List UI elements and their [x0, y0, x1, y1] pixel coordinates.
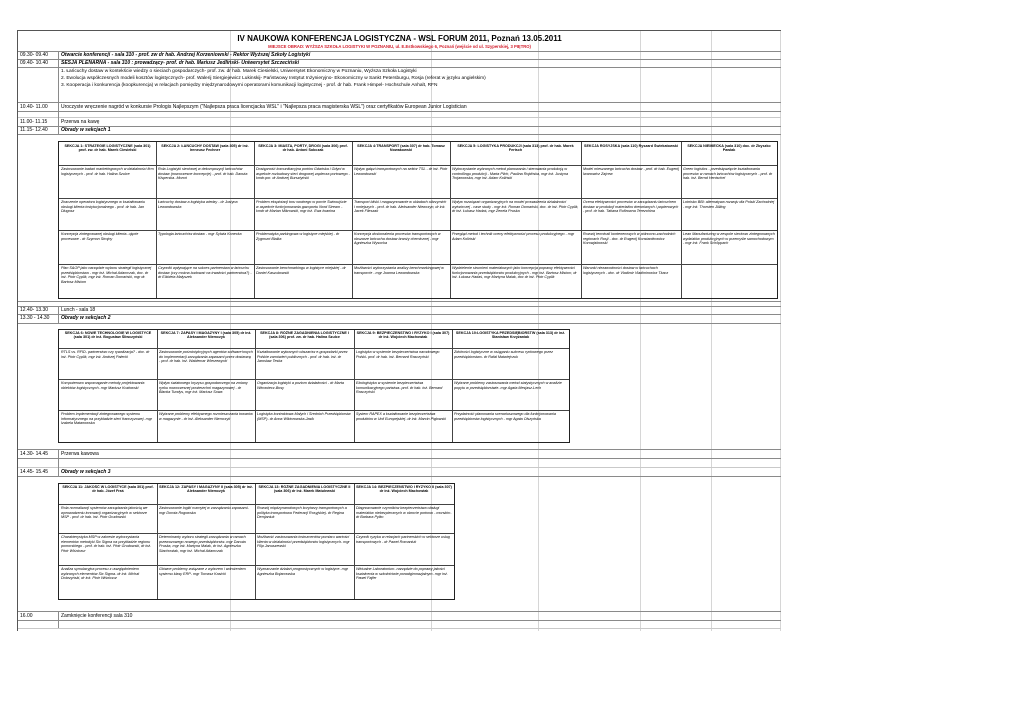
talk-entry: Lean Manufacturing w zespole sieciowo zintegrowanych wydziałów produkcyjnych w przemyśle samochodowym - mgr inż. Frank Schöppach [683, 232, 775, 246]
talk-entry: Problematyka parkingowa w logistyce miejskiej - dr Zygmunt Bialka [256, 232, 340, 241]
table-row-divider [59, 165, 777, 166]
talk-entry: Koncepcja doskonalenia procesów transportowych w obszarze łańcucha dostaw branży chemicznej - mgr Agnieszka Wysocka [354, 232, 441, 246]
time-column-separator [58, 611, 59, 628]
agenda-lunch: Lunch - sala 18 [61, 307, 96, 313]
page-title: IV NAUKOWA KONFERENCJA LOGISTYCZNA - WSL FORUM 2011, Poznań 13.05.2011 [237, 34, 562, 43]
talk-entry: Rola Logistyki sieciowej w dekompozycji łańcuchów dostaw (nowoczesne koncepcje) - prof. dr hab. Danuta Kisperska- Moroń [158, 167, 248, 181]
table-col-divider [255, 484, 256, 599]
talk-entry: Wybrane problemy efektywnego rozmieszczania towarów w magazynie - dr inż. Aleksander Niemczyk [159, 412, 253, 421]
section-header: SEKCJA 12: ZAPASY I MAGAZYNY II (sala 305) dr inż. Aleksander Niemczyk [159, 485, 253, 494]
talk-entry: Czynniki wpływające na sukces partnerstwa w łańcuchu dostaw (czy można budować na trwałości partnerstwa?) - dr Elżbieta Małyszek [158, 266, 252, 280]
talk-entry: Logistyka kontraktowa Małych i Średnich Przedsiębiorstw (MSP)- dr Anna Wiktorowska-Jasik [257, 412, 351, 421]
row-divider [18, 628, 781, 629]
talk-entry: Możliwości wykorzystania analizy benchmarkingowej w transporcie - mgr Joanna Lewandowska [354, 266, 444, 275]
section-header: SEKCJA 14: BEZPIECZEŃSTWO I RYZYKO II (sala 307) dr inż. Wojciech Machowiak [356, 485, 452, 494]
session1-table [58, 141, 778, 299]
time-column-separator [58, 306, 59, 323]
talk-entry: Wykorzystanie wybranych metod planowania i sterowania produkcją w controllingu produkcji - Marta Pilch, Paulina Rojdńska, mgr inż. Justyna Trojanowska, mgr inż. Adam Koliński [452, 167, 569, 181]
agenda-time: 09.40- 10.40 [20, 60, 49, 66]
row-divider [18, 476, 781, 477]
section-header: SEKCJA 11: JAKOŚĆ W LOGISTYCE (sala 301) prof. dr hab. Józef Fraś [62, 485, 154, 494]
talk-entry: Problem implementacji zintegrowanego systemu informatycznego na przykładzie sieci franczyzowej- mgr Izabela Matanowska [61, 412, 152, 426]
talk-entry: Rozwój międzynarodowych korytarzy transportowych a polityka transportowa Federacji Rosyjskiej- dr Regina Demjaniuk [257, 506, 347, 520]
row-divider [18, 301, 781, 302]
talk-entry: Możliwość zastosowania instrumentów pomiaru wartości klienta w działalności przedsiębiorstw logistycznych- mgr Filip Januszewski [257, 535, 350, 549]
talk-entry: Logistyka w systemie bezpieczeństwa narodowego Polski- prof. dr hab. inż. Bernard Rasczyński [356, 350, 440, 359]
table-col-divider [255, 330, 256, 442]
agenda-coffee-break: Przerwa na kawę [61, 119, 100, 125]
talk-entry: Green logistics - przedsięwzięcie kształtowania procesów w ramach łańcuchów logistycznych - prof. dr hab. inż. Bernd Hentschel [683, 167, 773, 181]
table-row-divider [59, 198, 777, 199]
agenda-sessions-1: Obrady w sekcjach 1 [61, 127, 111, 133]
agenda-time: 16.00 [20, 613, 33, 619]
table-row-divider [59, 565, 454, 566]
talk-entry: Rozwój terminali kontenerowych w północno-zachodnich regionach Rosji - doc. dr Ewgenij Konstantinowicz Korowjakowski [583, 232, 676, 246]
table-col-divider [354, 330, 355, 442]
row-divider [18, 314, 781, 315]
section-header: SEKCJA ROSYJSKA (sala 110) Ryszard Świekatowski [583, 144, 678, 148]
talk-entry: Zdolności logistyczne w osiąganiu sukcesu rynkowego przez przedsiębiorstwo- dr Rafał Matwiejczuk [454, 350, 553, 359]
talk-entry: Kształtowanie wybranych obszarów e-gospodarki przez Polskie zamówień publicznych - prof. dr hab. inż. dr Jarosław Teska [257, 350, 348, 364]
talk-entry: Przydatność planowania scenariuszowego dla funkcjonowania przedsiębiorstw logistycznych - mgr Agata Olszyńska [454, 412, 556, 421]
agenda-closing: Zamknięcie konferencji sala 310 [61, 613, 133, 619]
row-divider [18, 126, 781, 127]
talk-entry: Komputerowo wspomaganie metody projektowania obiektów logistycznych- mgr Mariusz Kozłowski [61, 381, 145, 390]
agenda-coffee-break-2: Przerwa kawowa [61, 451, 99, 457]
agenda-time: 13.30 - 14.30 [20, 315, 50, 321]
section-header: SEKCJA 13: RÓŻNE ZAGADNIENIA LOGISTYCZNE II (sala 306) dr inż. Marek Matulewski [258, 485, 351, 494]
conference-schedule-sheet [17, 30, 781, 631]
agenda-plenary-session: SESJA PLENARNA - sala 310 : prowadzący- prof. dr hab. Mariusz Jedliński- Uniwersytet Szczeciński [61, 60, 300, 66]
section-header: SEKCJA 3: MIASTA, PORTY, DROGI (sala 306) prof. dr hab. Antoni Sobczak [258, 144, 348, 153]
time-column-separator [58, 51, 59, 102]
talk-entry: Wirtualne Laboratorium- narzędzie do poprawy jakości kształcenia w szkolnictwie ponadgimnazjalnym- mgr inż. Paweł Fajfer [356, 567, 448, 581]
agenda-time: 11.15- 12.40 [20, 127, 48, 133]
plenary-talk: 3. Kooperacja i konkurencja (koopkurencja) w relacjach pomiędzy międzynarodowymi operatorami komunikacji logistycznej - prof. dr hab. Frank Himpel- Hochschule Anhalt, RFN [61, 83, 438, 88]
agenda-time: 10.40- 11.00 [20, 104, 48, 110]
talk-entry: Znaczenie operatora logistycznego w kształtowaniu obsługi klienta instytucjonalnego - prof. dr hab. Jan Długosz [61, 200, 146, 214]
agenda-time: 14.30- 14.45 [20, 451, 49, 457]
session2-table [58, 329, 570, 443]
grid-line [780, 31, 781, 631]
agenda-opening: Otwarcie konferencji - sala 310 - prof. zw dr hab. Andrzej Korzeniowski - Rektor Wyższej Szkoły Logistyki [61, 52, 311, 58]
table-row-divider [59, 230, 777, 231]
talk-entry: System RAPEX a kształtowanie bezpieczeństwa produktów w Unii Europejskiej- dr inż. Marcin Pigłowski [356, 412, 446, 421]
section-header: SEKCJA 6: NOWE TECHNOLOGIE W LOGISTYCE (sala 301) dr inż. Bogusław Śliwczyński [64, 331, 152, 340]
talk-entry: Zastosowanie pośmiotykcyjnych agentów software'owych do implementacji zarządzania zapasami przez dostawcę - prof. dr hab. inż. Waldemar Wierzewycki [159, 350, 253, 364]
talk-entry: Lotnisko BBI: alternatywa rozwoju dla Polski Zachodniej - mgr inż. Thorsten Jülling [683, 200, 775, 209]
table-row-divider [59, 410, 569, 411]
row-divider [18, 611, 781, 612]
session3-table [58, 483, 455, 600]
section-header: SEKCJA 9: BEZPIECZEŃSTWO I RYZYKO I (sala 307) dr inż. Wojciech Machowiak [356, 331, 450, 340]
talk-entry: Zastosowanie badań marketingowych w działalności firm logistycznych - prof. dr hab. Halina Szulce [61, 167, 154, 176]
row-divider [18, 134, 781, 135]
table-row-divider [59, 264, 777, 265]
row-divider [18, 620, 781, 621]
talk-entry: Charakterystyka MSP w zakresie wykorzystania elementów metodyki Six Sigma na przykładzie regionu pomorskiego - prof. dr hab. inż. Piotr Grudowski, dr inż. Piotr Wiśniczur [61, 535, 152, 553]
agenda-sessions-2: Obrady w sekcjach 2 [61, 315, 111, 321]
talk-entry: Wyznaczanie działań prognostycznych w logistyce- mgr Agnieszka Bojanowska [257, 567, 348, 576]
agenda-awards: Uroczyste wręczenie nagród w konkursie Prologis Najlepszym ("Najlepsza praca licencjacka WSL" i "Najlepsza praca magisterska WSL") oraz certyfikatów European Junior Logistician [61, 104, 467, 110]
talk-entry: Wpływ rozwiązań organizacyjnych na model prowadzenia działalności wytwórczej - case study - mgr inż. Roman Domański, doc. dr inż. Piotr Cyplik, dr inż. Łukasz Hadaś, mgr Zenela Pruska [452, 200, 579, 214]
agenda-time: 14.45- 15.45 [20, 469, 49, 475]
section-header: SEKCJA 2: ŁAŃCUCHY DOSTAW (sala 305) dr inż. Ireneusz Fechner [161, 144, 249, 153]
talk-entry: Wybrane problemy zastosowania metod statystycznych w analizie popytu w przedsiębiorstwie- mgr Agata Mesjasz-Lech [454, 381, 562, 390]
table-col-divider [157, 330, 158, 442]
plenary-talk: 1. Łańcuchy dostaw w kontekście wiedzy o sieciach gospodarczych- prof. zw. dr hab. Marek Ciesielski, Uniwersytet Ekonomiczny w Poznaniu, Wyższa Szkoła Logistyki [61, 69, 417, 74]
section-header: SEKCJA 5: LOGISTYKA PRODUKCJI (sala 313) prof. dr hab. Marek Fertsch [457, 144, 574, 153]
talk-entry: Koncepcja zintegrowanej obsługi klienta- ujęcie procesowe - dr Szymon Strojny [61, 232, 139, 241]
row-divider [18, 102, 781, 103]
talk-entry: Dostępność komunikacyjna portów Gdańska i Gdyni w aspekcie rozbudowy sieci drogowej zaplecza portowego - kmdr.por. dr Andrzej Bursztyński [256, 167, 350, 181]
table-col-divider [156, 142, 157, 298]
row-divider [18, 67, 781, 68]
talk-entry: Typologia łańcuchów dostaw - mgr Sylwia Konecka [158, 232, 242, 236]
section-header: SEKCJA 1: STRATEGIE LOGISTYCZNE (sala 301) prof. zw. dr hab. Marek Ciesielski [64, 144, 151, 153]
talk-entry: Przegląd metod i technik oceny efektywności procesu produkcyjnego - mgr Adam Koliński [452, 232, 575, 241]
talk-entry: Organizacja logistyki a poziom działalności - dr Marta Winowiecz-Bosy [257, 381, 344, 390]
section-header: SEKCJA 7: ZAPASY I MAGAZYNY I (sala 305) dr inż. Aleksander Niemczyk [160, 331, 252, 340]
talk-entry: Ekologistyka w systemie bezpieczeństwa komunikacyjnego państwa- prof. dr hab. inż. Bernard Rasczyński [356, 381, 443, 395]
talk-entry: Model mieszanego łańcucha dostaw - prof. dr hab. Eugenij Iwanowicz Zajcew [583, 167, 679, 176]
table-row-divider [59, 348, 569, 349]
talk-entry: Plan S&OP jako narzędzie wyboru strategii logistycznej przedsiębiorstwa - mgr inż. Michał Adamczak, doc. dr inż. Piotr Cyplik, mgr inż. Roman Domański, mgr dr. Bartosz Misiom [61, 266, 152, 284]
row-divider [18, 111, 781, 112]
talk-entry: Ocena efektywności procesów w zarządzaniu łańcuchem dostaw w produkcji materiałów drewnianych i papierowych - prof. dr hab. Tatiana Rufirowna Terezohina [583, 200, 679, 214]
section-header: SEKCJA 10:LOGISTYKA PRZEDSIĘBIORSTW (sala 313) dr inż. Stanisław Krzyżaniak [455, 331, 566, 340]
table-col-divider [352, 142, 353, 298]
agenda-time: 12.40- 13.30 [20, 307, 49, 313]
venue-subtitle: MIEJSCE OBRAD: WYŻSZA SZKOŁA LOGISTYKI W POZNANIU, ul. E.Estkowskiego 6, Poznań (wejście od ul. Szyperskiej, 3 PIĘTRO) [268, 44, 531, 49]
talk-entry: Zastosowanie benchmarkingu w logistyce miejskiej - dr Daniel Kaszubowski [256, 266, 346, 275]
table-col-divider [157, 484, 158, 599]
row-divider [18, 458, 781, 459]
agenda-sessions-3: Obrady w sekcjach 3 [61, 469, 111, 475]
table-col-divider [681, 142, 682, 298]
grid-line [640, 31, 641, 631]
talk-entry: Wpływ światowego kryzysu gospodarczego na zmiany rynku nowoczesnej powierzchni magazynowej - dr Blanka Tundys, mgr inż. Mariusz Sowa [159, 381, 248, 395]
table-col-divider [254, 142, 255, 298]
grid-line [711, 31, 712, 631]
section-header: SEKCJA 4:TRANSPORT (sala 307) dr hab. Tomasz Nowakowski [357, 144, 445, 153]
talk-entry: Transport bliski i magazynowanie w układach olbrzymich i mniejszych - prof. dr hab. Aleksander Niewczyn, dr inż. Jacek Fileszak [354, 200, 447, 214]
talk-entry: Determinanty wyboru strategii zarządzania w ramach przewozowego nowego przedsiębiorstw- mgr Danuta Pruska, mgr inż. Martyna Malak, dr inż. Agnieszka Stachowiak, mgr inż. Michał Adamczak [159, 535, 246, 553]
talk-entry: RTLS vs. RFID- partnerstwo czy rywalizacja? - doc. dr inż. Piotr Cyplik, mgr inż. Andrzej Pałecki [61, 350, 150, 359]
talk-entry: Zastosowanie logiki rozmytej w zarządzaniu zapasami- mgr Dorota Rogowska [159, 506, 249, 515]
row-divider [18, 306, 781, 307]
talk-entry: Problem ekspiotacji toru wodnego w porcie Świnoujście w aspekcie funkcjonowania gazoportu Nord Stream - kmdr dr Marian Mikrowski, mgr inż. Ewa Iwanina [256, 200, 347, 214]
talk-entry: Główne problemy związane z wyborem i wdrożeniem systemu klasy ERP- mgr Tomasz Kasicki [159, 567, 246, 576]
section-header: SEKCJA NIEMIECKA (sala 310) doc. dr Zbyszko Pawlak [687, 144, 771, 153]
table-col-divider [354, 484, 355, 599]
agenda-time: 09.30- 09.40 [20, 52, 49, 58]
talk-entry: Diagnozowanie czynników bezpieczeństwa obsługi materiałów niebezpiecznych w obrocie portowo - morskim- dr Barbara Pyłko [356, 506, 452, 520]
talk-entry: Czynnik ryzyka w relacjach partnerskich w sektorze usług transportowych - dr Paweł Romaniuk [356, 535, 450, 544]
row-divider [18, 467, 781, 468]
talk-entry: Warunki niezawodności dostaw w łańcuchach logistycznych - doc. dr Vladimir Vladimirowicz Tkacz [583, 266, 669, 275]
row-divider [18, 449, 781, 450]
time-column-separator [58, 449, 59, 476]
table-row-divider [59, 504, 454, 505]
talk-entry: Analiza symulacyjna procesu z uwzględnieniem wybranych elementów Six Sigma- dr inż. Michał Dobrzyński, dr inż. Piotr Wiśniczur [61, 567, 140, 581]
talk-entry: Wydzielenie strumieni materiałowych jako koncepcja poprawy efektywności funkcjonowania przedsiębiorstw produkcyjnych - mgr inż. Bartosz Misiom, dr inż. Łukasz Hadaś, mgr Martyna Malak, doc dr inż. Piotr Cyplik [452, 266, 577, 280]
table-col-divider [452, 330, 453, 442]
table-col-divider [581, 142, 582, 298]
time-column-separator [58, 102, 59, 134]
talk-entry: Łańcuchy dostaw a logistyka wiedzy - dr Justyna Lewandowska [158, 200, 238, 209]
agenda-time: 11.00- 11.15 [20, 119, 48, 125]
talk-entry [683, 266, 775, 297]
plenary-talk: 2. Ewolucja współczesnych modeli kosztów logistycznych- prof. Walerij Siergiejewicz Lukinskij- Państwowy Instytut Inżynieryjno- Ekonomiczny w Sankt Petersburgu, Rosja (referat w języku angielskim) [61, 76, 486, 81]
row-divider [18, 117, 781, 118]
talk-entry: Rola normalizacji systemów zarządzania jakością we wprowadzeniu innowacji organizacyjnych w sektorze MSP - prof. dr hab. inż. Piotr Grudowski [61, 506, 148, 520]
table-row-divider [59, 379, 569, 380]
row-divider [18, 323, 781, 324]
table-row-divider [59, 533, 454, 534]
table-col-divider [450, 142, 451, 298]
section-header: SEKCJA 8: RÓŻNE ZAGADNIENIA LOGISTYCZNE I (sala 306) prof. zw. dr hab. Halina Szulce [260, 331, 349, 340]
talk-entry: Wpływ gałęzi transportowych na sektor TSL - dr inż. Piotr Lewandowski [354, 167, 448, 176]
